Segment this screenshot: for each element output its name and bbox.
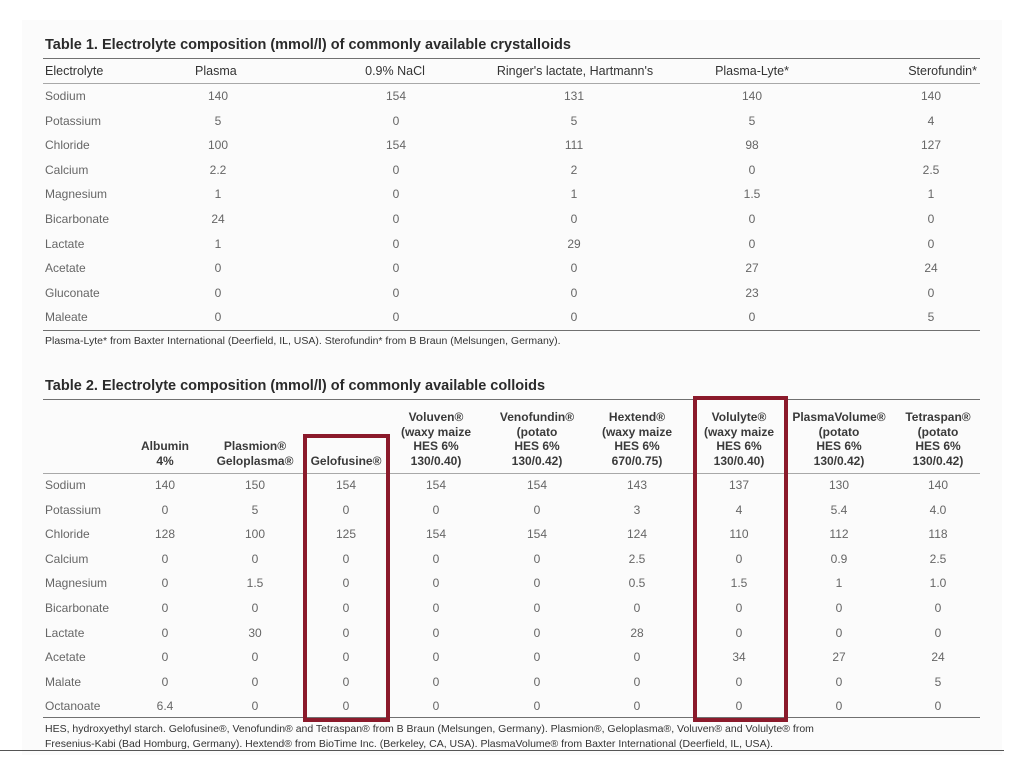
- table-1-cell: 23: [745, 285, 759, 300]
- table-1-cell: 0: [927, 236, 935, 251]
- table-1-column-header: Plasma-Lyte*: [715, 64, 789, 78]
- table-2-footnote-line-1: HES, hydroxyethyl starch. Gelofusine®, Venofundin® and Tetraspan® from B Braun (Melsungen, Germany). Plasmion®, Geloplasma®, Voluven® and Volulyte® from: [45, 723, 814, 735]
- table-2-cell: 28: [630, 625, 644, 640]
- table-2-cell: 140: [927, 478, 949, 492]
- table-1-footnote: Plasma-Lyte* from Baxter International (Deerfield, IL, USA). Sterofundin* from B Braun (Melsungen, Germany).: [45, 335, 561, 347]
- table-1-column-header: Sterofundin*: [908, 64, 977, 78]
- table-2-cell: 154: [425, 478, 447, 492]
- table-2-cell: 0: [533, 576, 541, 591]
- table-2-cell: 0: [533, 625, 541, 640]
- slide-bottom-border: [0, 750, 1004, 751]
- table-1-column-header: 0.9% NaCl: [365, 64, 425, 78]
- table-2-cell: 5: [251, 502, 259, 517]
- table-1-row-label: Sodium: [45, 89, 86, 103]
- table-1-cell: 0: [214, 261, 222, 276]
- table-1-cell: 0: [392, 113, 400, 128]
- table-1-column-header: Electrolyte: [45, 64, 104, 78]
- table-1-cell: 0: [927, 212, 935, 226]
- table-2-cell: 0: [251, 551, 259, 566]
- table-2-cell: 0: [934, 699, 942, 714]
- table-1-header-rule: [43, 83, 980, 84]
- table-2-cell: 0: [633, 699, 641, 714]
- table-1-row-label: Acetate: [45, 261, 86, 276]
- table-2-cell: 0: [934, 601, 942, 615]
- table-2-cell: 154: [526, 478, 548, 492]
- table-1-column-header: Ringer's lactate, Hartmann's: [496, 64, 654, 78]
- table-2-cell: 0: [835, 674, 843, 689]
- table-2-cell: 0: [432, 502, 440, 517]
- table-2-cell: 5: [934, 674, 942, 689]
- table-2-column-header: Albumin 4%: [141, 439, 189, 468]
- table-2-cell: 0: [342, 551, 350, 566]
- table-2-cell: 0: [432, 699, 440, 714]
- table-2-cell: 0: [161, 625, 169, 640]
- table-2-cell: 0: [633, 601, 641, 615]
- table-1-top-rule: [43, 58, 980, 59]
- table-2-cell: 0: [735, 601, 743, 615]
- table-1-cell: 0: [927, 285, 935, 300]
- table-2-cell: 128: [154, 527, 176, 542]
- table-2-cell: 0: [342, 674, 350, 689]
- table-2-cell: 0: [251, 674, 259, 689]
- table-2-cell: 0: [533, 601, 541, 615]
- table-1-row-label: Lactate: [45, 236, 85, 251]
- table-2-cell: 0: [533, 502, 541, 517]
- table-1-cell: 100: [207, 138, 229, 153]
- table-2-cell: 0: [432, 551, 440, 566]
- table-2-cell: 0.5: [628, 576, 646, 591]
- table-2-cell: 2.5: [628, 551, 646, 566]
- table-2-cell: 1.0: [929, 576, 947, 591]
- table-2-cell: 0: [342, 625, 350, 640]
- table-2-cell: 0: [432, 625, 440, 640]
- table-2-cell: 0: [161, 650, 169, 665]
- table-2-cell: 5.4: [830, 502, 848, 517]
- table-2-cell: 125: [335, 527, 357, 542]
- table-2-cell: 0: [735, 625, 743, 640]
- table-2-row-label: Acetate: [45, 650, 86, 665]
- table-2-cell: 0: [432, 674, 440, 689]
- table-2-cell: 27: [832, 650, 846, 665]
- table-2-cell: 137: [728, 478, 750, 492]
- table-2-column-header: Venofundin® (potato HES 6% 130/0.42): [499, 410, 575, 468]
- table-2-cell: 0: [161, 674, 169, 689]
- table-2-row-label: Magnesium: [45, 576, 108, 591]
- volulyte-highlight-box: [693, 396, 788, 722]
- table-2-column-header: PlasmaVolume® (potato HES 6% 130/0.42): [792, 410, 886, 468]
- table-2-cell: 0: [533, 551, 541, 566]
- table-2-cell: 0: [735, 551, 743, 566]
- table-1-cell: 1.5: [743, 187, 761, 202]
- table-1-cell: 29: [567, 236, 581, 251]
- table-1-cell: 24: [924, 261, 938, 276]
- table-2-row-label: Lactate: [45, 625, 85, 640]
- table-1-cell: 5: [748, 113, 756, 128]
- table-2-cell: 0: [835, 625, 843, 640]
- table-2-cell: 0: [533, 674, 541, 689]
- table-2-cell: 0: [533, 650, 541, 665]
- table-2-cell: 0: [342, 601, 350, 615]
- table-2-column-header: Hextend® (waxy maize HES 6% 670/0.75): [601, 410, 673, 468]
- table-2-cell: 1.5: [246, 576, 264, 591]
- table-2-cell: 0: [735, 699, 743, 714]
- table-1-cell: 0: [392, 187, 400, 202]
- table-1-row-label: Maleate: [45, 310, 88, 325]
- table-2-cell: 6.4: [156, 699, 174, 714]
- table-2-cell: 140: [154, 478, 176, 492]
- table-2-cell: 0: [432, 601, 440, 615]
- table-1-row-label: Bicarbonate: [45, 212, 110, 226]
- table-1-cell: 1: [214, 187, 222, 202]
- table-1-cell: 1: [927, 187, 935, 202]
- table-2-cell: 0: [432, 650, 440, 665]
- table-1-cell: 131: [563, 89, 585, 103]
- table-2-column-header: Tetraspan® (potato HES 6% 130/0.42): [905, 410, 971, 468]
- table-2-row-label: Potassium: [45, 502, 102, 517]
- table-2-header-rule: [43, 473, 980, 474]
- table-1-row-label: Chloride: [45, 138, 90, 153]
- table-2-cell: 0: [633, 674, 641, 689]
- table-2-cell: 0: [251, 699, 259, 714]
- table-2-cell: 154: [526, 527, 548, 542]
- table-2-cell: 100: [244, 527, 266, 542]
- table-1-row-label: Potassium: [45, 113, 102, 128]
- table-1-cell: 1: [570, 187, 578, 202]
- table-1-cell: 4: [927, 113, 935, 128]
- table-2-cell: 24: [931, 650, 945, 665]
- table-2-column-header: Gelofusine®: [310, 453, 382, 468]
- table-2-cell: 124: [626, 527, 648, 542]
- table-1-cell: 5: [214, 113, 222, 128]
- table-1-cell: 0: [392, 285, 400, 300]
- table-1-cell: 154: [385, 89, 407, 103]
- table-1-cell: 0: [214, 310, 222, 325]
- table-2-cell: 0: [342, 650, 350, 665]
- table-1-cell: 2: [570, 162, 578, 177]
- table-1-cell: 0: [392, 310, 400, 325]
- table-1-cell: 24: [211, 212, 225, 226]
- table-1-cell: 0: [748, 236, 756, 251]
- table-2-footnote-line-2: Fresenius-Kabi (Bad Homburg, Germany). Hextend® from BioTime Inc. (Berkeley, CA, USA). PlasmaVolume® from Baxter International (Deerfield, IL, USA).: [45, 738, 773, 750]
- table-2-cell: 0: [835, 601, 843, 615]
- table-2-row-label: Octanoate: [45, 699, 101, 714]
- table-1-cell: 0: [392, 261, 400, 276]
- table-2-row-label: Sodium: [45, 478, 86, 492]
- table-2-cell: 0: [251, 650, 259, 665]
- table-2-cell: 2.5: [929, 551, 947, 566]
- table-2-cell: 130: [828, 478, 850, 492]
- table-1-cell: 0: [748, 162, 756, 177]
- table-2-cell: 3: [633, 502, 641, 517]
- table-1-row-label: Calcium: [45, 162, 89, 177]
- table-1-column-header: Plasma: [195, 64, 237, 78]
- table-1-bottom-rule: [43, 330, 980, 331]
- table-2-row-label: Malate: [45, 674, 82, 689]
- table-1-cell: 2.5: [922, 162, 940, 177]
- table-2-cell: 0.9: [830, 551, 848, 566]
- table-2-column-header: Volulyte® (waxy maize HES 6% 130/0.40): [703, 410, 775, 468]
- table-1-title: Table 1. Electrolyte composition (mmol/l) of commonly available crystalloids: [45, 37, 571, 53]
- table-1-cell: 5: [927, 310, 935, 325]
- table-1-row-label: Magnesium: [45, 187, 108, 202]
- table-2-column-header: Voluven® (waxy maize HES 6% 130/0.40): [400, 410, 472, 468]
- table-2-cell: 4: [735, 502, 743, 517]
- table-1-row-label: Gluconate: [45, 285, 100, 300]
- table-1-cell: 0: [392, 236, 400, 251]
- table-1-cell: 27: [745, 261, 759, 276]
- table-1-cell: 1: [214, 236, 222, 251]
- table-2-cell: 0: [432, 576, 440, 591]
- table-2-cell: 0: [835, 699, 843, 714]
- table-1-cell: 0: [748, 310, 756, 325]
- table-1-cell: 0: [392, 212, 400, 226]
- table-1-cell: 0: [570, 310, 578, 325]
- table-2-cell: 112: [829, 527, 849, 542]
- table-2-cell: 34: [732, 650, 746, 665]
- table-1-cell: 140: [207, 89, 229, 103]
- table-2-row-label: Chloride: [45, 527, 90, 542]
- table-2-cell: 0: [633, 650, 641, 665]
- table-1-cell: 0: [214, 285, 222, 300]
- table-2-cell: 0: [342, 502, 350, 517]
- table-1-cell: 0: [570, 285, 578, 300]
- table-1-cell: 127: [920, 138, 942, 153]
- table-2-cell: 0: [251, 601, 259, 615]
- table-2-column-header: Plasmion® Geloplasma®: [216, 439, 294, 468]
- table-2-cell: 30: [248, 625, 262, 640]
- table-2-cell: 150: [244, 478, 266, 492]
- table-1-cell: 154: [385, 138, 407, 153]
- table-2-bottom-rule: [43, 717, 980, 718]
- table-2-cell: 4.0: [929, 502, 947, 517]
- table-1-cell: 5: [570, 113, 578, 128]
- table-2-cell: 0: [161, 551, 169, 566]
- table-2-cell: 0: [161, 502, 169, 517]
- table-2-cell: 0: [161, 576, 169, 591]
- table-1-cell: 140: [920, 89, 942, 103]
- table-2-cell: 143: [626, 478, 648, 492]
- table-1-cell: 0: [392, 162, 400, 177]
- table-2-cell: 1.5: [730, 576, 748, 591]
- table-1-cell: 98: [745, 138, 759, 153]
- table-1-cell: 111: [564, 138, 584, 153]
- table-2-cell: 0: [342, 699, 350, 714]
- table-2-cell: 118: [928, 527, 948, 542]
- table-1-cell: 0: [570, 212, 578, 226]
- table-2-cell: 0: [342, 576, 350, 591]
- table-2-row-label: Calcium: [45, 551, 89, 566]
- table-1-cell: 2.2: [209, 162, 227, 177]
- table-1-cell: 140: [741, 89, 763, 103]
- table-2-cell: 1: [835, 576, 843, 591]
- table-2-cell: 0: [735, 674, 743, 689]
- table-1-cell: 0: [748, 212, 756, 226]
- table-2-cell: 154: [425, 527, 447, 542]
- table-2-cell: 0: [934, 625, 942, 640]
- table-2-title: Table 2. Electrolyte composition (mmol/l) of commonly available colloids: [45, 378, 546, 394]
- table-2-cell: 110: [729, 527, 749, 542]
- table-2-cell: 0: [161, 601, 169, 615]
- table-2-row-label: Bicarbonate: [45, 601, 110, 615]
- table-2-top-rule: [43, 399, 980, 400]
- gelofusine-highlight-box: [303, 434, 390, 722]
- table-1-cell: 0: [570, 261, 578, 276]
- table-2-cell: 0: [533, 699, 541, 714]
- table-2-cell: 154: [335, 478, 357, 492]
